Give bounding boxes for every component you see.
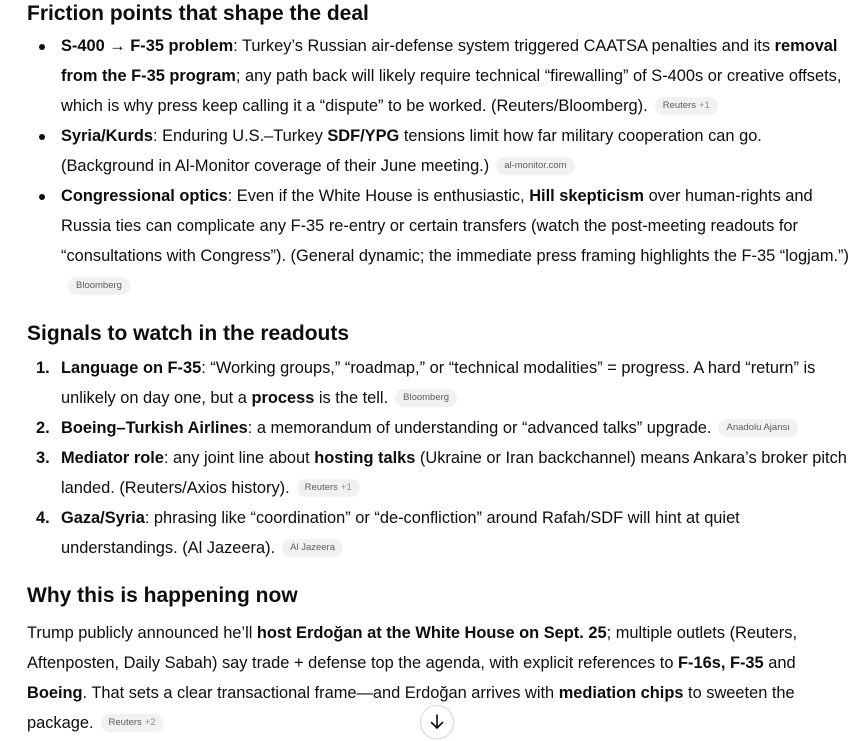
citation-pill[interactable]: al-monitor.com [496, 157, 574, 175]
list-item: S-400 → F-35 problem: Turkey’s Russian air-defense system triggered CAATSA penalties and its removal from the F-35 program; any path back will likely require technical “firewalling” of S-400s or creative offsets, which is why press keep calling it a “dispute” to be worked. (Reuters/Bloomberg). Reuters +1 [27, 31, 851, 121]
citation-pill[interactable]: Anadolu Ajansı [718, 419, 797, 437]
list-item: 1. Language on F-35: “Working groups,” “roadmap,” or “technical modalities” = progress. A hard “return” is unlikely on day one, but a process is the tell. Bloomberg [27, 353, 851, 413]
why-paragraph: Trump publicly announced he’ll host Erdoğan at the White House on Sept. 25; multiple outlets (Reuters, Aftenposten, Daily Sabah) say trade + defense top the agenda, with explicit references to F-16s, F-35 and Boeing. That sets a clear transactional frame—and Erdoğan arrives with mediation chips to sweeten the package. Reuters +2 [27, 624, 797, 732]
bullet-icon [39, 134, 45, 140]
list-item: Congressional optics: Even if the White House is enthusiastic, Hill skepticism over human-rights and Russia ties can complicate any F-35 re-entry or certain transfers (watch the post-meeting readouts for “consultations with Congress”). (General dynamic; the immediate press framing highlights the F-35 “logjam.”)Bloomberg [27, 181, 851, 301]
citation-pill[interactable]: Bloomberg [68, 277, 130, 295]
scroll-down-button[interactable] [420, 705, 454, 739]
list-item: 3. Mediator role: any joint line about hosting talks (Ukraine or Iran backchannel) means Ankara’s broker pitch landed. (Reuters/Axios history). Reuters +1 [27, 443, 851, 503]
citation-pill[interactable]: Bloomberg [395, 389, 457, 407]
list-item: 4. Gaza/Syria: phrasing like “coordination” or “de-confliction” around Rafah/SDF will hint at quiet understandings. (Al Jazeera). Al Jazeera [27, 503, 851, 563]
friction-list [27, 31, 851, 301]
citation-pill[interactable]: Reuters +2 [101, 714, 164, 732]
bullet-icon [39, 194, 45, 200]
list-number: 4. [36, 509, 50, 527]
citation-pill[interactable]: Reuters +1 [655, 97, 718, 115]
signals-list [27, 353, 851, 563]
list-item: Syria/Kurds: Enduring U.S.–Turkey SDF/YPG tensions limit how far military cooperation can go. (Background in Al-Monitor coverage of their June meeting.) al-monitor.com [27, 121, 851, 181]
citation-pill[interactable]: Reuters +1 [297, 479, 360, 497]
section-heading-why: Why this is happening now [27, 584, 298, 607]
citation-pill[interactable]: Al Jazeera [282, 539, 343, 557]
section-heading-signals: Signals to watch in the readouts [27, 322, 350, 345]
bullet-icon [39, 44, 45, 50]
list-item: 2. Boeing–Turkish Airlines: a memorandum of understanding or “advanced talks” upgrade. Anadolu Ajansı [27, 413, 851, 443]
list-number: 3. [36, 449, 50, 467]
section-heading-friction: Friction points that shape the deal [27, 2, 369, 25]
list-number: 1. [36, 359, 50, 377]
list-number: 2. [36, 419, 50, 437]
arrow-down-icon [429, 713, 445, 731]
